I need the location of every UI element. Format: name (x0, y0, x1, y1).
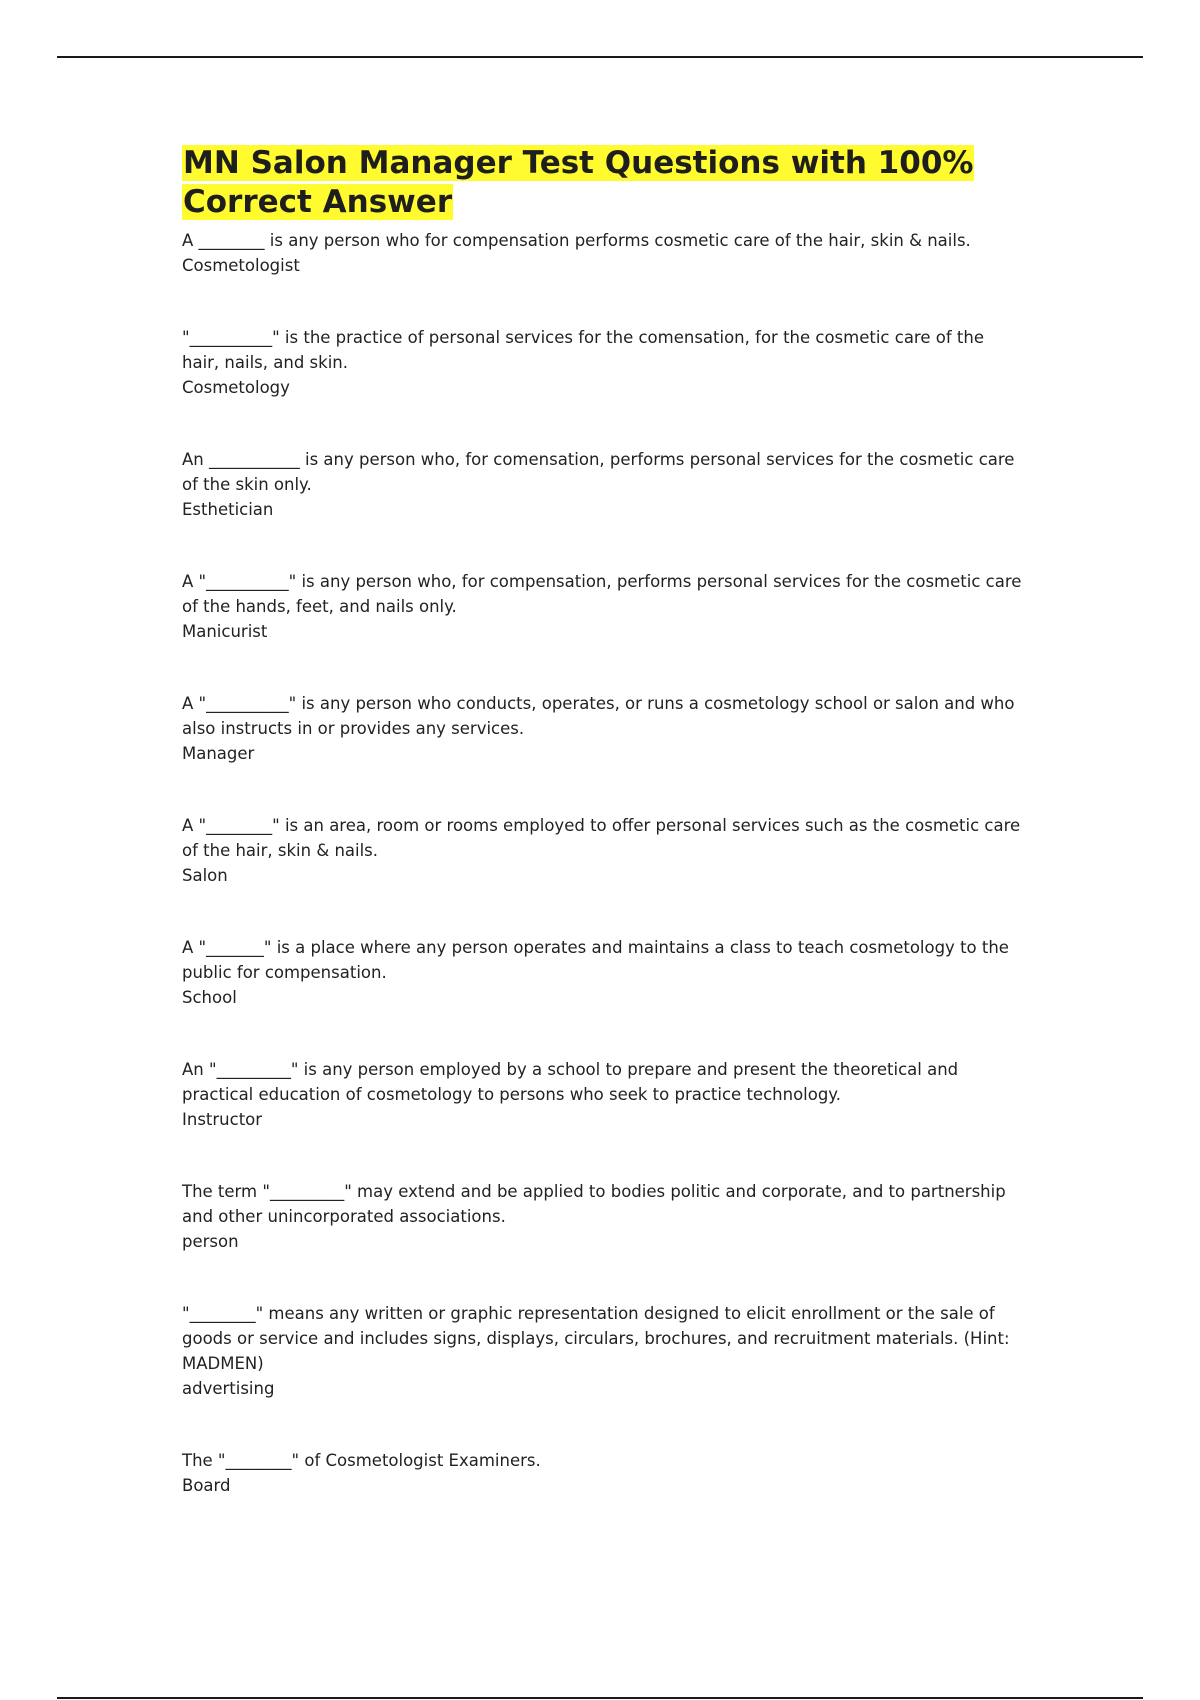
question-text: "__________" is the practice of personal services for the comensation, for the cosmetic care of the hair, nails, and skin. (182, 328, 984, 372)
qa-item (182, 813, 1022, 888)
question-text: The "________" of Cosmetologist Examiners. (182, 1451, 541, 1470)
footer-rule (57, 1697, 1143, 1699)
answer-text: person (182, 1232, 239, 1251)
answer-text: Manicurist (182, 622, 268, 641)
question-text: An "_________" is any person employed by a school to prepare and present the theoretical and practical education of cosmetology to persons who seek to practice technology. (182, 1060, 959, 1104)
qa-item (182, 1057, 1022, 1132)
answer-text: Cosmetologist (182, 256, 300, 275)
answer-text: Manager (182, 744, 255, 763)
qa-item (182, 1179, 1022, 1254)
answer-text: advertising (182, 1379, 275, 1398)
qa-item (182, 228, 1022, 278)
document-body (182, 144, 1022, 1545)
header-rule (57, 56, 1143, 58)
qa-item (182, 325, 1022, 400)
question-text: "________" means any written or graphic representation designed to elicit enrollment or the sale of goods or service and includes signs, displays, circulars, brochures, and recruitment materials. (Hint: MADMEN) (182, 1304, 1010, 1373)
qa-item (182, 691, 1022, 766)
question-text: A "________" is an area, room or rooms employed to offer personal services such as the cosmetic care of the hair, skin & nails. (182, 816, 1021, 860)
answer-text: Cosmetology (182, 378, 290, 397)
question-text: A ________ is any person who for compensation performs cosmetic care of the hair, skin & nails. (182, 231, 971, 250)
answer-text: School (182, 988, 237, 1007)
qa-item (182, 935, 1022, 1010)
question-text: A "__________" is any person who conducts, operates, or runs a cosmetology school or salon and who also instructs in or provides any services. (182, 694, 1015, 738)
question-text: A "_______" is a place where any person operates and maintains a class to teach cosmetology to the public for compensation. (182, 938, 1009, 982)
answer-text: Esthetician (182, 500, 274, 519)
qa-item (182, 1448, 1022, 1498)
title-highlight: MN Salon Manager Test Questions with 100% Correct Answer (183, 145, 974, 220)
question-text: An ___________ is any person who, for comensation, performs personal services for the cosmetic care of the skin only. (182, 450, 1015, 494)
question-text: A "__________" is any person who, for compensation, performs personal services for the cosmetic care of the hands, feet, and nails only. (182, 572, 1022, 616)
answer-text: Instructor (182, 1110, 263, 1129)
qa-item (182, 1301, 1022, 1401)
qa-item (182, 569, 1022, 644)
qa-item (182, 447, 1022, 522)
document-title (182, 144, 1022, 222)
question-text: The term "_________" may extend and be applied to bodies politic and corporate, and to partnership and other unincorporated associations. (182, 1182, 1006, 1226)
answer-text: Salon (182, 866, 228, 885)
answer-text: Board (182, 1476, 231, 1495)
